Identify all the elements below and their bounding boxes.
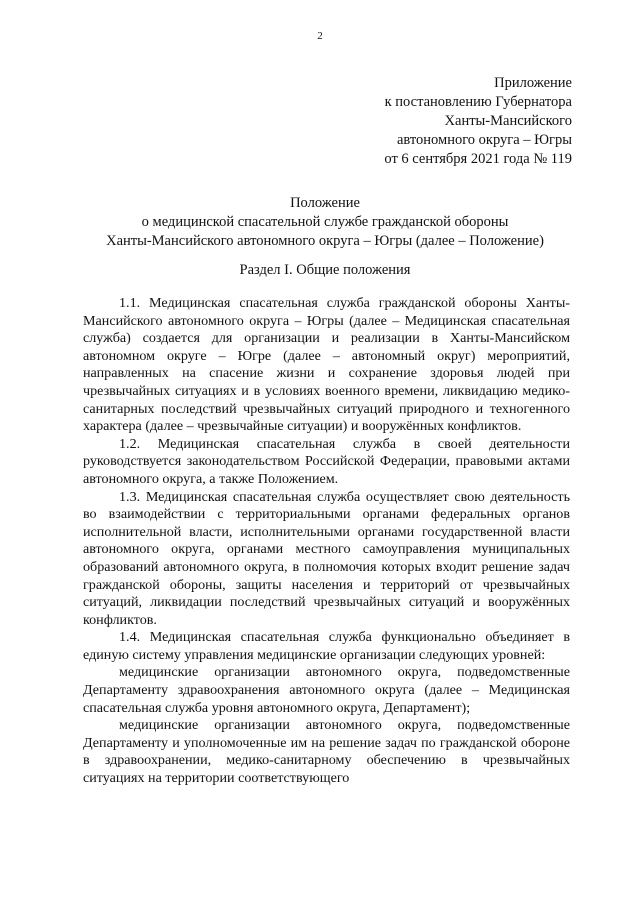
appendix-block: [384, 74, 572, 169]
appendix-line: Приложение: [494, 75, 572, 91]
appendix-line: Ханты-Мансийского: [444, 113, 572, 129]
title-line: о медицинской спасательной службе гражданской обороны: [141, 214, 509, 230]
page-number: 2: [317, 30, 323, 42]
document-body: [83, 295, 570, 788]
appendix-line: от 6 сентября 2021 года № 119: [384, 151, 572, 167]
paragraph-1-4: 1.4. Медицинская спасательная служба функционально объединяет в единую систему управления медицинские организации следующих уровней:: [83, 629, 570, 663]
paragraph-1-3: 1.3. Медицинская спасательная служба осуществляет свою деятельность во взаимодействии с территориальными органами федеральных органов исполнительной власти, исполнительными органами государственной власти автономного округа, органами местного самоуправления муниципальных образований автономного округа, в полномочия которых входит решение задач гражданской обороны, защиты населения и территорий от чрезвычайных ситуаций, ликвидации последствий чрезвычайных ситуаций и вооружённых конфликтов.: [83, 488, 570, 628]
appendix-line: автономного округа – Югры: [396, 132, 572, 148]
document-title: [70, 194, 580, 251]
paragraph-1-1: 1.1. Медицинская спасательная служба гражданской обороны Ханты-Мансийского автономного округа – Югры (далее – Медицинская спасательная служба) создается для организации и реализации в Ханты-Мансийском автономном округе – Югре (далее – автономный округ) мероприятий, направленных на спасение жизни и сохранение здоровья людей при чрезвычайных ситуациях и в условиях военного времени, ликвидацию медико-санитарных последствий чрезвычайных ситуаций природного и техногенного характера (далее – чрезвычайные ситуации) и вооружённых конфликтов.: [83, 295, 570, 435]
paragraph-level-okrug: медицинские организации автономного округа, подведомственные Департаменту здравоохранения автономного округа (далее – Медицинская спасательная служба уровня автономного округа, Департамент);: [83, 664, 570, 716]
paragraph-1-2: 1.2. Медицинская спасательная служба в своей деятельности руководствуется законодательством Российской Федерации, правовыми актами автономного округа, а также Положением.: [83, 435, 570, 487]
paragraph-level-municipal: медицинские организации автономного округа, подведомственные Департаменту и уполномоченные им на решение задач по гражданской обороне в здравоохранении, медико-санитарному обеспечению в чрезвычайных ситуациях на территории соответствующего: [83, 717, 570, 787]
section-heading: Раздел I. Общие положения: [239, 262, 411, 278]
title-line: Ханты-Мансийского автономного округа – Югры (далее – Положение): [106, 233, 544, 249]
appendix-line: к постановлению Губернатора: [384, 94, 572, 110]
title-line: Положение: [290, 195, 360, 211]
